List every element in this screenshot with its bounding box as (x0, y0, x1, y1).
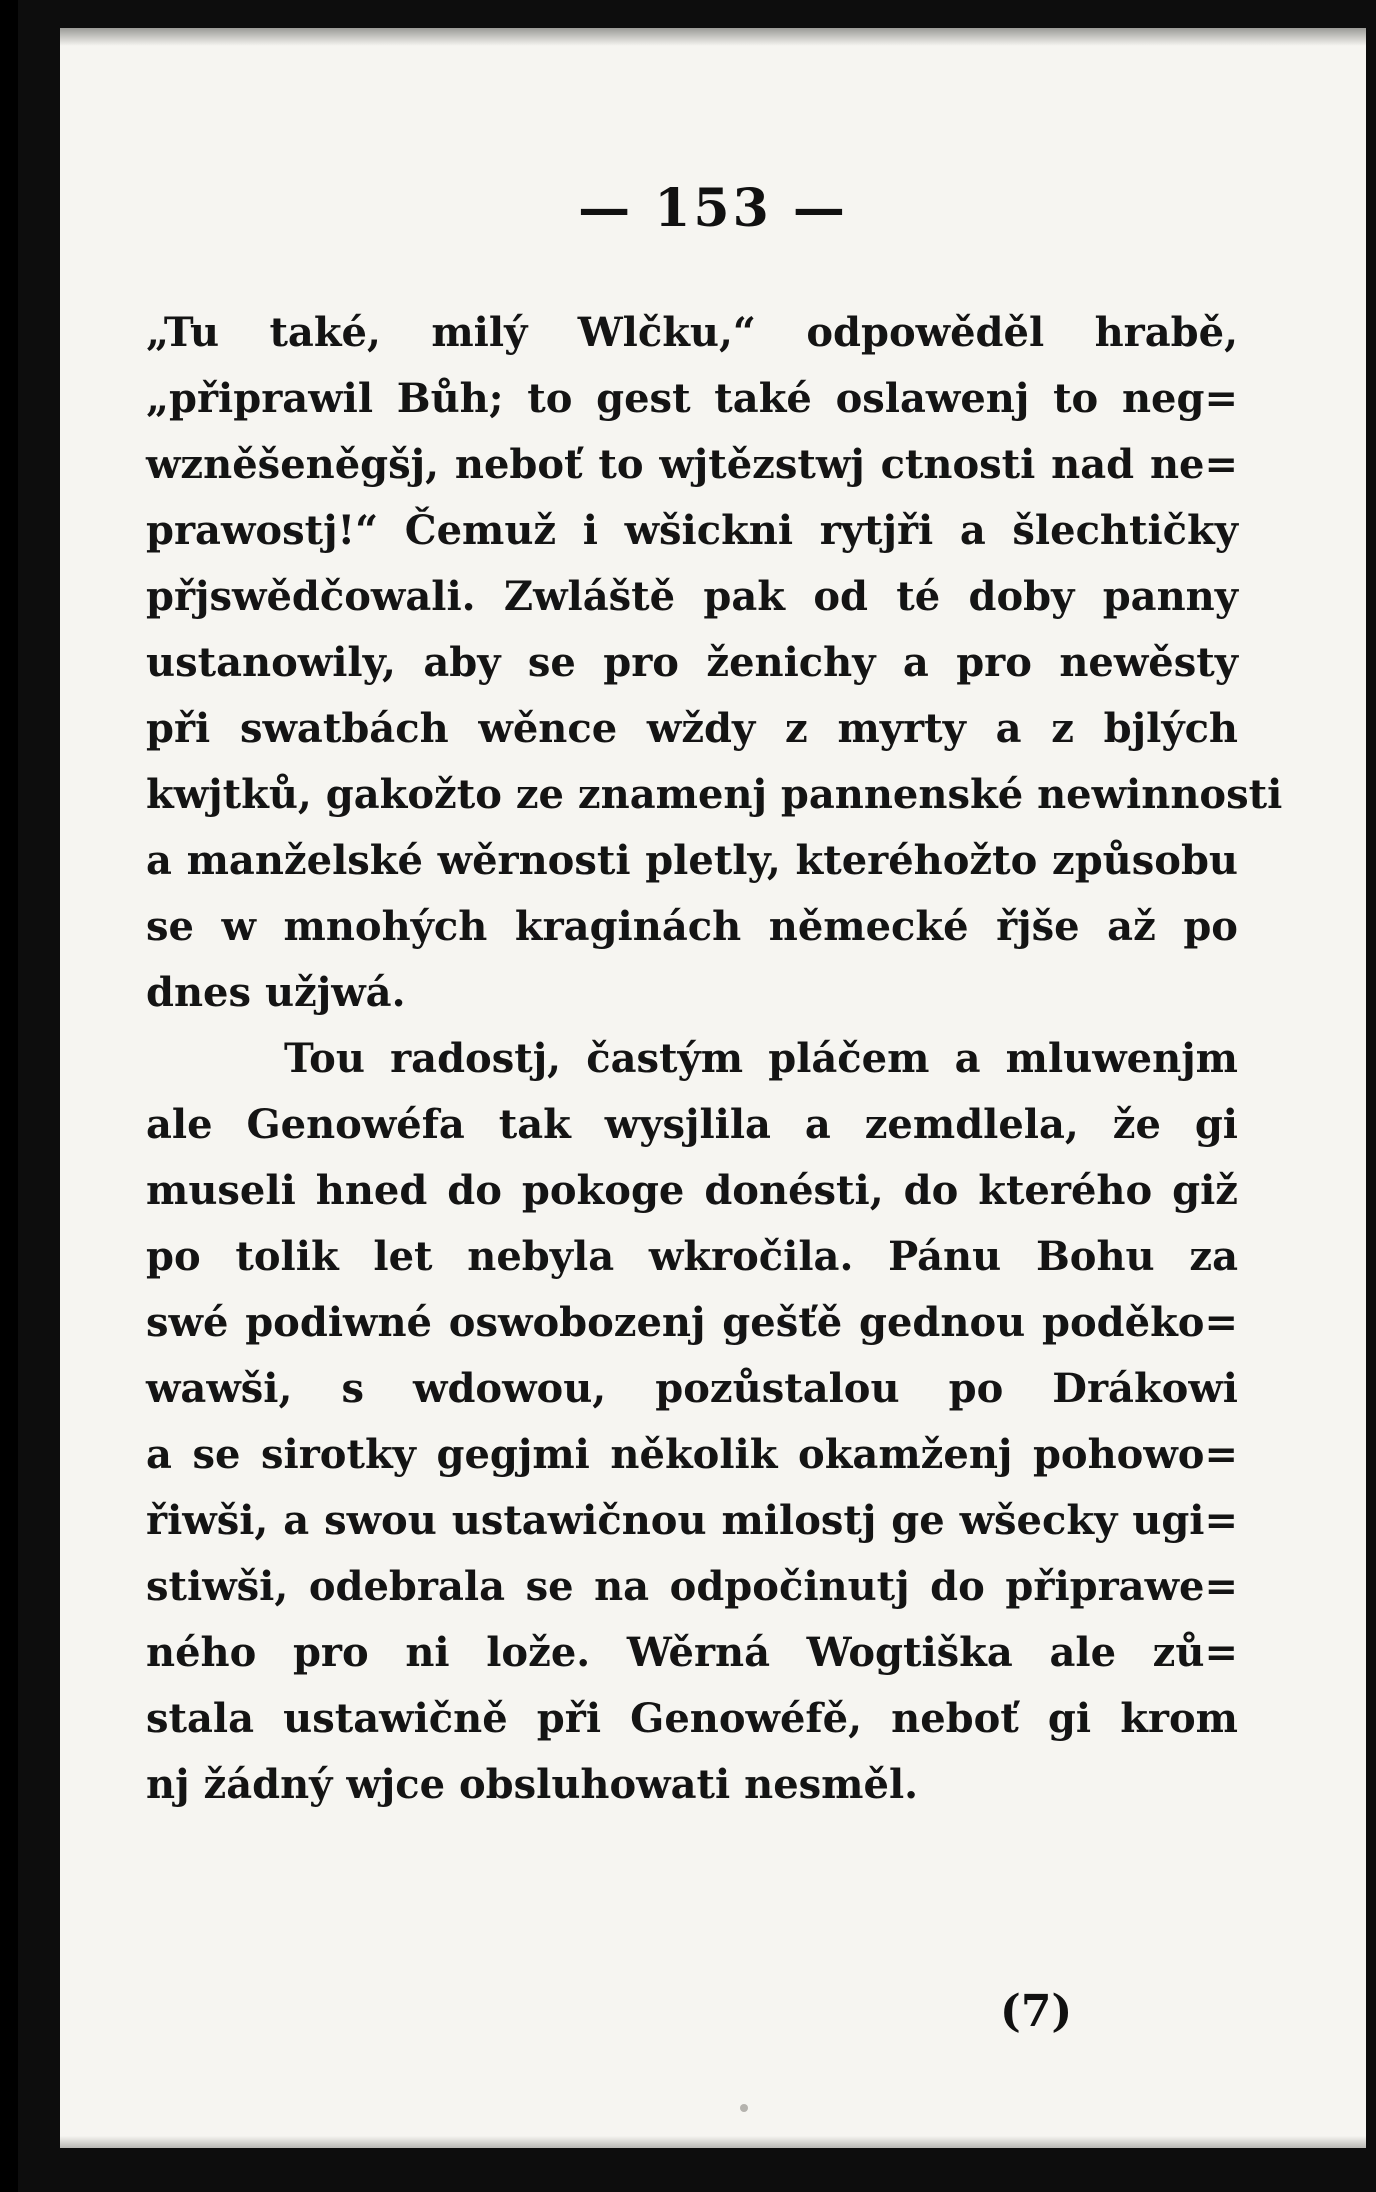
text-line: museli hned do pokoge donésti, do kterého giž (146, 1167, 1238, 1214)
text-line: ustanowily, aby se pro ženichy a pro newěsty (146, 639, 1238, 686)
text-line: kwjtků, gakožto ze znamenj pannenské newinnosti (146, 771, 1283, 818)
text-line: nj žádný wjce obsluhowati nesměl. (146, 1761, 919, 1808)
page-bottom-edge (60, 2136, 1366, 2148)
page-number: — 153 — (578, 178, 848, 239)
text-line: wzněšeněgšj, neboť to wjtězstwj ctnosti nad ne= (146, 441, 1238, 488)
text-line: stiwši, odebrala se na odpočinutj do připrawe= (146, 1563, 1238, 1610)
paper-speck (740, 2104, 748, 2112)
text-line: po tolik let nebyla wkročila. Pánu Bohu za (146, 1233, 1238, 1280)
page-top-shadow (60, 28, 1366, 46)
text-line: při swatbách wěnce wždy z myrty a z bjlých (146, 705, 1238, 752)
body-text (146, 300, 1283, 1818)
text-line: wawši, s wdowou, pozůstalou po Drákowi (146, 1365, 1238, 1412)
text-line: prawostj!“ Čemuž i wšickni rytjři a šlechtičky (146, 507, 1238, 554)
text-line: řiwši, a swou ustawičnou milostj ge wšecky ugi= (146, 1497, 1238, 1544)
text-line: Tou radostj, častým pláčem a mluwenjm (284, 1035, 1238, 1082)
text-line: přjswědčowali. Zwláště pak od té doby panny (146, 573, 1238, 620)
text-line: ale Genowéfa tak wysjlila a zemdlela, že gi (146, 1101, 1238, 1148)
book-page (60, 28, 1366, 2148)
text-line: ného pro ni lože. Wěrná Wogtiška ale zů= (146, 1629, 1238, 1676)
text-line: a manželské wěrnosti pletly, kteréhožto způsobu (146, 837, 1238, 884)
text-line: stala ustawičně při Genowéfě, neboť gi krom (146, 1695, 1238, 1742)
text-line: se w mnohých kraginách německé řjše až po (146, 903, 1238, 950)
text-line: „připrawil Bůh; to gest také oslawenj to neg= (146, 375, 1238, 422)
scan-left-border (0, 0, 18, 2192)
text-line: swé podiwné oswobozenj gešťě gednou poděko= (146, 1299, 1238, 1346)
text-line: dnes užjwá. (146, 969, 406, 1016)
signature-mark: (7) (1000, 1986, 1073, 2037)
text-line: „Tu také, milý Wlčku,“ odpowěděl hrabě, (146, 309, 1238, 356)
text-line: a se sirotky gegjmi několik okamženj pohowo= (146, 1431, 1238, 1478)
